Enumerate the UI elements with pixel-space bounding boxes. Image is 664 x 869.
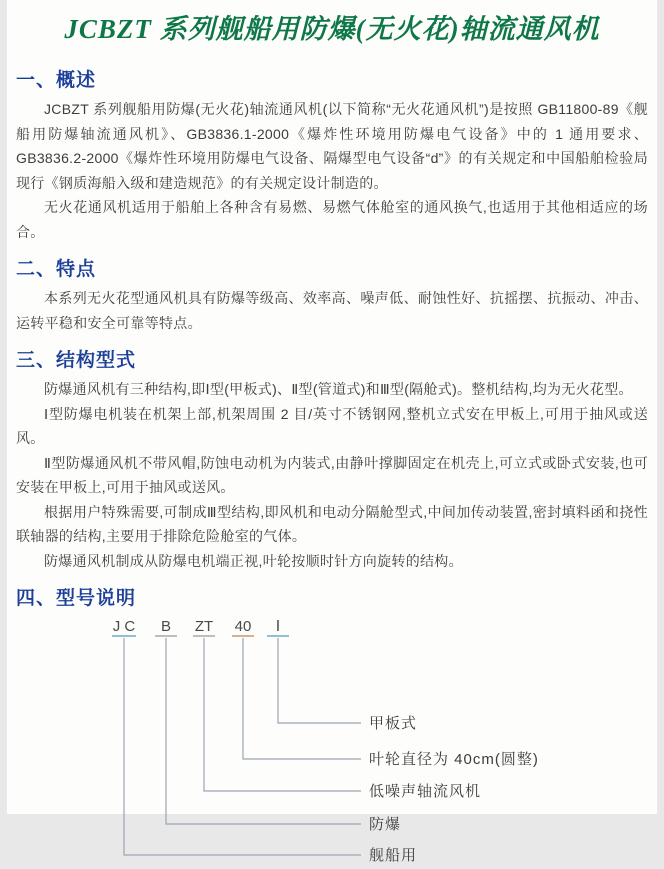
model-code-roman-1: Ⅰ [275,618,281,635]
page-title: JCBZT 系列舰船用防爆(无火花)轴流通风机 [64,14,600,44]
model-designation-svg [16,615,664,869]
section-heading-overview: 一、概述 [16,70,97,91]
document-page [7,0,657,864]
label-impeller-diameter: 叶轮直径为 40cm(圆整) [369,751,539,768]
section-heading-features: 二、特点 [16,259,97,280]
structure-paragraph-5: 防爆通风机制成从防爆电机端正视,叶轮按顺时针方向旋转的结构。 [44,552,463,569]
section-heading-model-designation: 四、型号说明 [16,588,137,609]
leader-line-explosion-proof [166,638,361,824]
leader-line-deck-type [278,638,361,723]
label-marine-use: 舰船用 [369,847,418,864]
structure-paragraph-3: Ⅱ型防爆通风机不带风帽,防蚀电动机为内装式,由静叶撑脚固定在机壳上,可立式或卧式安装,也可安装在甲板上,可用于抽风或送风。 [16,454,648,495]
label-deck-type: 甲板式 [369,715,418,732]
structure-paragraph-1: 防爆通风机有三种结构,即Ⅰ型(甲板式)、Ⅱ型(管道式)和Ⅲ型(隔舱式)。整机结构,均为无火花型。 [44,381,633,397]
leader-line-low-noise-axial-fan [204,638,361,791]
model-code-40: 40 [234,618,252,635]
label-low-noise-axial-fan: 低噪声轴流风机 [369,783,482,800]
leader-line-impeller-diameter [243,638,361,759]
features-paragraph-1: 本系列无火花型通风机具有防爆等级高、效率高、噪声低、耐蚀性好、抗摇摆、抗振动、冲击、运转平稳和安全可靠等特点。 [16,290,648,331]
section-heading-structure: 三、结构型式 [16,350,137,371]
page-content [7,0,657,869]
overview-paragraph-2: 无火花通风机适用于船舶上各种含有易燃、易燃气体舱室的通风换气,也适用于其他相适应的场合。 [16,199,648,240]
label-explosion-proof: 防爆 [369,816,402,833]
structure-paragraph-4: 根据用户特殊需要,可制成Ⅲ型结构,即风机和电动分隔舱型式,中间加传动装置,密封填料函和挠性联轴器的结构,主要用于排除危险舱室的气体。 [16,503,648,544]
model-code-jc: J C [112,618,136,635]
model-designation-diagram [16,615,648,869]
model-code-b: B [160,618,172,635]
overview-paragraph-1: JCBZT 系列舰船用防爆(无火花)轴流通风机(以下简称“无火花通风机”)是按照 GB11800-89《舰船用防爆轴流通风机》、GB3836.1-2000《爆炸性环境用防爆电气设备》中的 1 通用要求、GB3836.2-2000《爆炸性环境用防爆电气设备、隔爆型电气设备“d”》的有关规定和中国船舶检验局现行《钢质海船入级和建造规范》的有关规定设计制造的。 [16,101,648,191]
structure-paragraph-2: Ⅰ型防爆电机装在机架上部,机架周围 2 目/英寸不锈钢网,整机立式安在甲板上,可用于抽风或送风。 [16,405,648,446]
model-code-zt: ZT [194,618,214,635]
